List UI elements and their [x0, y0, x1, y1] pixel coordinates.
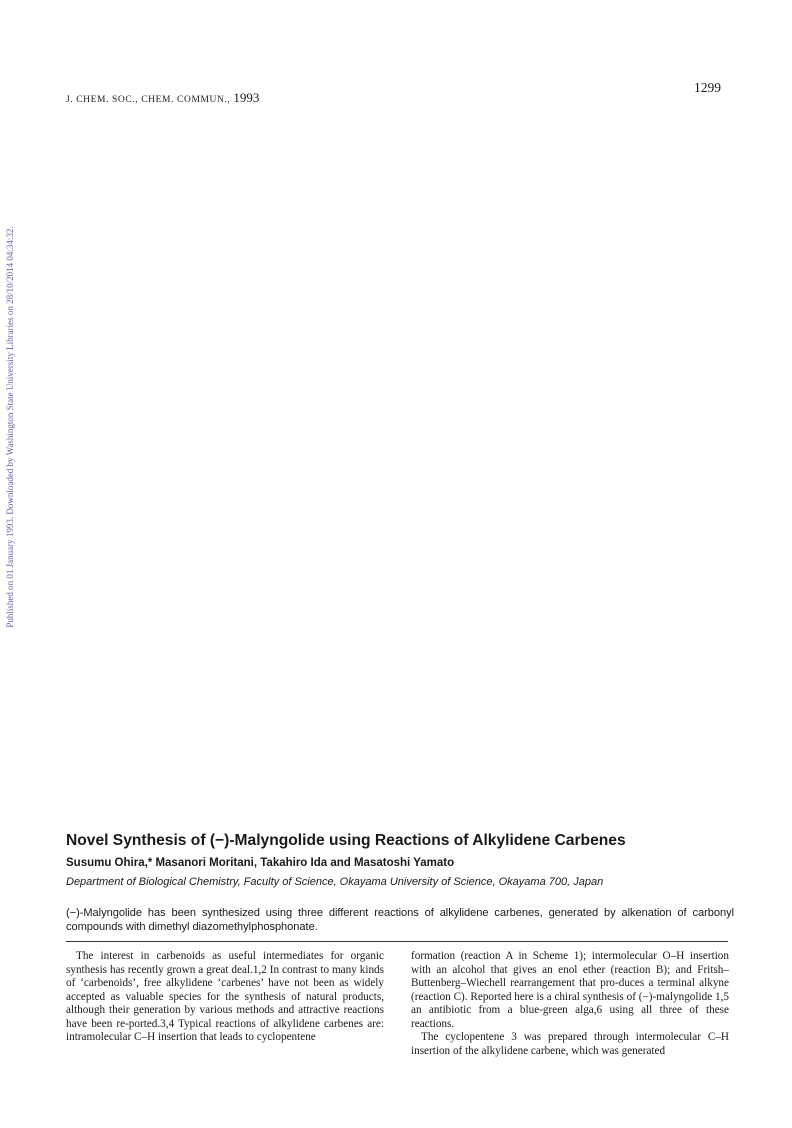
body-paragraph: formation (reaction A in Scheme 1); intermolecular O–H insertion with an alcohol that gives an enol ether (reaction B); and Fritsh–Buttenberg–Wiechell rearrangement that pro-duces a terminal alkyne (reaction C). Reported here is a chiral synthesis of (−)-malyngolide 1,5 an antibiotic from a blue-green alga,6 using all three of these reactions. — [411, 950, 729, 1030]
download-notice: Published on 01 January 1993. Downloaded by Washington State University Libraries on 28/10/2014 04:34:32. — [5, 226, 15, 628]
abstract-divider — [66, 941, 728, 942]
body-paragraph: The cyclopentene 3 was prepared through intermolecular C–H insertion of the alkylidene carbene, which was generated — [411, 1031, 729, 1057]
body-column-right — [411, 950, 729, 1058]
journal-name: J. CHEM. SOC., CHEM. COMMUN., — [66, 95, 231, 105]
body-paragraph: The interest in carbenoids as useful intermediates for organic synthesis has recently grown a great deal.1,2 In contrast to many kinds of ‘carbenoids’, free alkylidene ‘carbenes’ have not been as widely accepted as valuable species for the synthesis of natural products, although their generation by various methods and attractive reactions have been re-ported.3,4 Typical reactions of alkylidene carbenes are: intramolecular C–H insertion that leads to cyclopentene — [66, 950, 384, 1043]
page-number: 1299 — [694, 80, 721, 95]
running-head — [66, 90, 259, 106]
body-column-left — [66, 950, 384, 1045]
abstract: (−)-Malyngolide has been synthesized using three different reactions of alkylidene carbenes, generated by alkenation of carbonyl compounds with dimethyl diazomethylphosphonate. — [66, 907, 734, 933]
author-list: Susumu Ohira,* Masanori Moritani, Takahiro Ida and Masatoshi Yamato — [66, 857, 455, 869]
article-title: Novel Synthesis of (−)-Malyngolide using Reactions of Alkylidene Carbenes — [66, 832, 626, 849]
author-affiliation: Department of Biological Chemistry, Faculty of Science, Okayama University of Science, Okayama 700, Japan — [66, 876, 604, 888]
journal-year: 1993 — [233, 90, 260, 105]
